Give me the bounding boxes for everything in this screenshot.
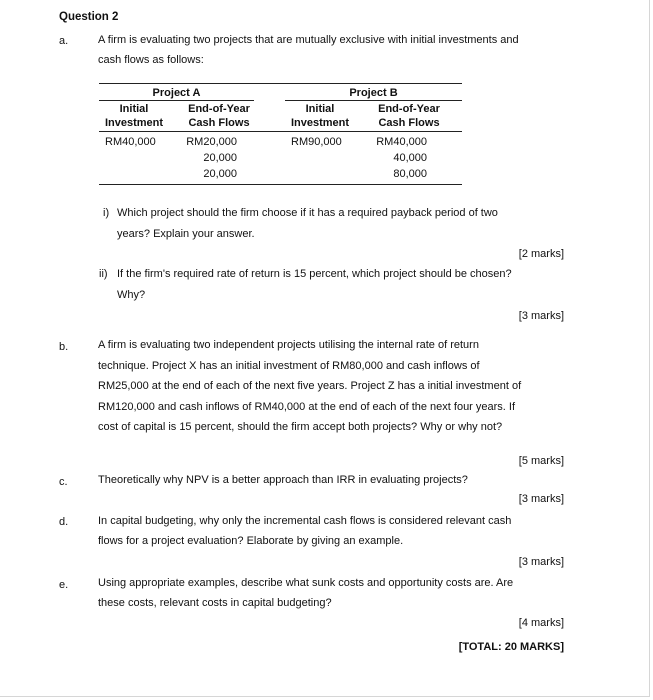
- part-b-label: b.: [59, 341, 69, 353]
- b-flow-3: 80,000: [393, 168, 427, 180]
- a-col-eoy-1: End-of-Year: [188, 103, 250, 115]
- part-e-label: e.: [59, 579, 69, 591]
- part-b-line2: technique. Project X has an initial investment of RM80,000 and cash inflows of: [98, 360, 480, 372]
- sub-i-marks: [2 marks]: [518, 248, 564, 260]
- a-initial-value: RM40,000: [105, 136, 156, 148]
- table-top-rule: [99, 83, 462, 84]
- part-a-label: a.: [59, 35, 69, 47]
- part-c-marks: [3 marks]: [518, 493, 564, 505]
- sub-i-line1: Which project should the firm choose if it has a required payback period of two: [117, 207, 498, 219]
- part-e-line1: Using appropriate examples, describe what sunk costs and opportunity costs are. Are: [98, 577, 514, 589]
- project-b-underline: [285, 100, 462, 101]
- b-col-eoy-2: Cash Flows: [378, 117, 440, 129]
- part-e-line2: these costs, relevant costs in capital budgeting?: [98, 597, 332, 609]
- part-b-marks: [5 marks]: [518, 455, 564, 467]
- project-a-header: Project A: [152, 87, 201, 99]
- a-col-initial-1: Initial: [119, 103, 149, 115]
- table-bottom-rule: [99, 184, 462, 185]
- part-d-line1: In capital budgeting, why only the incremental cash flows is considered relevant cash: [98, 515, 512, 527]
- part-a-intro-line1: A firm is evaluating two projects that are mutually exclusive with initial investments and: [98, 34, 519, 46]
- a-flow-3: 20,000: [203, 168, 237, 180]
- a-flow-2: 20,000: [203, 152, 237, 164]
- part-c-label: c.: [59, 476, 68, 488]
- sub-ii-marks: [3 marks]: [518, 310, 564, 322]
- b-col-initial-1: Initial: [305, 103, 335, 115]
- part-d-marks: [3 marks]: [518, 556, 564, 568]
- sub-ii-label: ii): [99, 268, 108, 280]
- part-d-label: d.: [59, 516, 69, 528]
- project-b-header: Project B: [349, 87, 398, 99]
- part-b-line1: A firm is evaluating two independent projects utilising the internal rate of return: [98, 339, 479, 351]
- cash-flow-table: [99, 80, 462, 187]
- table-header-rule: [99, 131, 462, 132]
- sub-ii-line2: Why?: [117, 289, 146, 301]
- a-col-initial-2: Investment: [104, 117, 164, 129]
- a-col-eoy-2: Cash Flows: [188, 117, 250, 129]
- part-e-marks: [4 marks]: [518, 617, 564, 629]
- part-b-line5: cost of capital is 15 percent, should the firm accept both projects? Why or why not?: [98, 421, 503, 433]
- project-a-underline: [99, 100, 254, 101]
- part-d-line2: flows for a project evaluation? Elaborate by giving an example.: [98, 535, 404, 547]
- part-c-text: Theoretically why NPV is a better approach than IRR in evaluating projects?: [98, 474, 468, 486]
- total-marks: [TOTAL: 20 MARKS]: [458, 641, 564, 653]
- sub-ii-line1: If the firm's required rate of return is 15 percent, which project should be chosen?: [117, 268, 512, 280]
- sub-i-line2: years? Explain your answer.: [117, 228, 255, 240]
- b-flow-2: 40,000: [393, 152, 427, 164]
- sub-i-label: i): [103, 207, 110, 219]
- b-col-eoy-1: End-of-Year: [378, 103, 440, 115]
- part-a-intro-line2: cash flows as follows:: [98, 54, 204, 66]
- b-flow-1: RM40,000: [376, 136, 427, 148]
- b-initial-value: RM90,000: [291, 136, 342, 148]
- b-col-initial-2: Investment: [290, 117, 350, 129]
- part-b-line3: RM25,000 at the end of each of the next five years. Project Z has a initial investment of: [98, 380, 522, 392]
- part-b-line4: RM120,000 and cash inflows of RM40,000 at the end of each of the next four years. If: [98, 401, 516, 413]
- question-title: Question 2: [59, 11, 119, 23]
- a-flow-1: RM20,000: [186, 136, 237, 148]
